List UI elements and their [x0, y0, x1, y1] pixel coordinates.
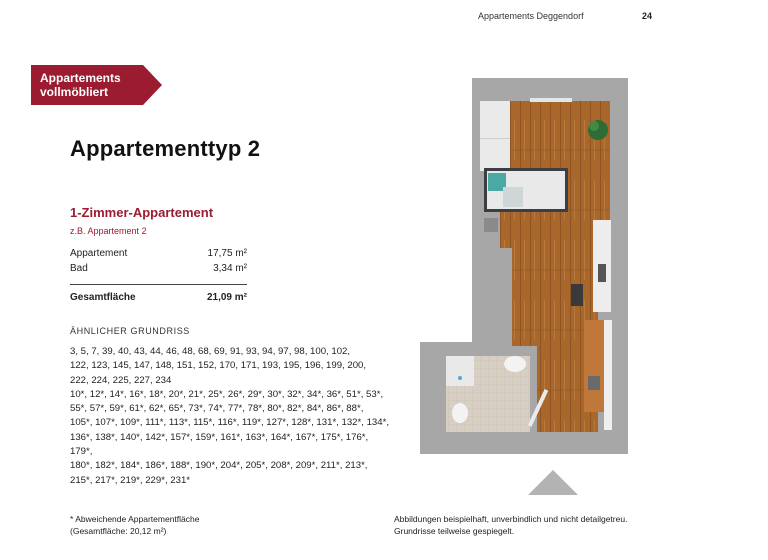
shower-drain — [458, 376, 462, 380]
apartment-type-subtitle: 1-Zimmer-Appartement — [70, 205, 214, 220]
toilet — [452, 403, 468, 423]
shower — [446, 356, 474, 386]
units-line: 215*, 217*, 219*, 229*, 231* — [70, 474, 191, 486]
bed-cushion — [503, 187, 523, 207]
disclaimer-line-1: Abbildungen beispielhaft, unverbindlich und nicht detailgetreu. — [394, 514, 628, 524]
units-line: 10*, 12*, 14*, 16*, 18*, 20*, 21*, 25*, 26*, 29*, 30*, 32*, 34*, 36*, 51*, 53*, — [70, 388, 384, 400]
ribbon-line-1: Appartements — [40, 71, 121, 85]
disclaimer-line-2: Grundrisse teilweise gespiegelt. — [394, 526, 515, 536]
footnote-line-2: (Gesamtfläche: 20,12 m²) — [70, 526, 167, 536]
desk-chair — [571, 284, 583, 306]
units-line: 222, 224, 225, 227, 234 — [70, 374, 172, 386]
kitchen-sink — [588, 376, 600, 390]
document-header-title: Appartements Deggendorf — [478, 11, 584, 21]
washbasin — [504, 356, 526, 372]
kitchen-counter — [584, 320, 604, 412]
area-value: 3,34 m² — [213, 263, 247, 274]
units-line: 180*, 182*, 184*, 186*, 188*, 190*, 204*, 205*, 208*, 209*, 211*, 213*, — [70, 460, 368, 472]
desk-monitor — [598, 264, 606, 282]
example-apartment: z.B. Appartement 2 — [70, 226, 147, 236]
kitchen-cabinet — [604, 320, 612, 430]
units-line: 3, 5, 7, 39, 40, 43, 44, 46, 48, 68, 69, 91, 93, 94, 97, 98, 100, 102, — [70, 346, 351, 357]
wardrobe — [480, 101, 510, 171]
wardrobe-door-line — [480, 138, 510, 139]
similar-floorplan-label: ÄHNLICHER GRUNDRISS — [70, 326, 190, 336]
page-number: 24 — [642, 11, 653, 21]
units-line: 105*, 107*, 109*, 111*, 113*, 115*, 116*, 119*, 127*, 128*, 131*, 132*, 134*, — [70, 417, 389, 429]
area-label: Appartement — [70, 248, 128, 259]
units-line: 122, 123, 145, 147, 148, 151, 152, 170, 171, 193, 195, 196, 199, 200, — [70, 360, 367, 372]
total-value: 21,09 m² — [206, 292, 247, 303]
total-label: Gesamtfläche — [70, 292, 136, 303]
units-line: 136*, 138*, 140*, 142*, 157*, 159*, 161*, 163*, 164*, 167*, 175*, 176*, 179*, — [70, 431, 369, 458]
ribbon-line-2: vollmöbliert — [40, 85, 109, 99]
window-top — [530, 98, 572, 102]
units-line: 55*, 57*, 59*, 61*, 62*, 65*, 73*, 74*, 77*, 78*, 80*, 82*, 84*, 86*, 88*, — [70, 403, 364, 415]
plant-leaves — [589, 121, 599, 131]
side-table — [484, 218, 498, 232]
area-value: 17,75 m² — [207, 248, 247, 259]
page-title: Appartementtyp 2 — [70, 136, 261, 161]
area-label: Bad — [70, 263, 88, 274]
entrance-arrow — [528, 470, 578, 495]
footnote-line-1: * Abweichende Appartementfläche — [70, 514, 200, 524]
